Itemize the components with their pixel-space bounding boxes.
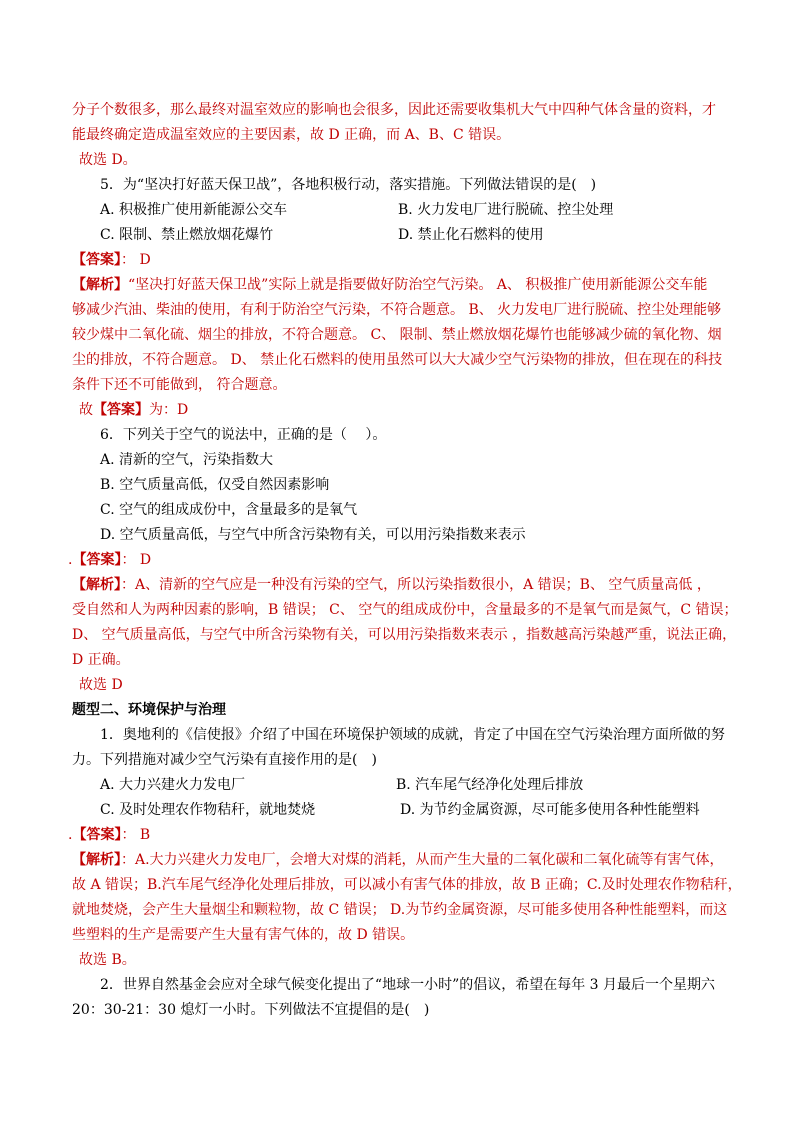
prev-analysis-line-2: 能最终确定造成温室效应的主要因素，故 D 正确，而 A、B、C 错误。: [72, 127, 511, 143]
q6-option-d: D. 空气质量高低，与空气中所含污染物有关，可以用污染指数来表示: [100, 527, 526, 543]
s2q2-stem-line-2: 20：30-21：30 熄灯一小时。下列做法不宜提倡的是( ): [72, 1002, 430, 1018]
s2q1-analysis-line-4: 些塑料的生产是需要产生大量有害气体的，故 D 错误。: [72, 927, 415, 943]
q6-analysis-line-4: D 正确。: [72, 652, 130, 668]
q6-analysis-line-2: 受自然和人为两种因素的影响，B 错误； C、 空气的组成成份中，含量最多的不是氧气而是氮气，C 错误；: [72, 602, 738, 618]
q5-answer: [72, 251, 151, 269]
q5-option-a: A. 积极推广使用新能源公交车: [100, 202, 288, 218]
q5-conclusion-prefix: 故: [79, 402, 93, 418]
q6-answer-prefix: .: [68, 552, 73, 568]
q5-stem: 5．为“坚决打好蓝天保卫战”，各地积极行动，落实措施。下列做法错误的是( ): [100, 177, 597, 193]
s2q1-analysis-text-1: ：A.大力兴建火力发电厂，会增大对煤的消耗，从而产生大量的二氧化碳和二氧化硫等有害气体，: [121, 852, 724, 868]
prev-conclusion: 故选 D。: [79, 152, 137, 168]
s2q1-option-d: D. 为节约金属资源，尽可能多使用各种性能塑料: [400, 802, 700, 818]
q5-answer-value: ： D: [121, 252, 151, 268]
s2q1-stem-line-1: 1．奥地利的《信使报》介绍了中国在环境保护领域的成就，肯定了中国在空气污染治理方面所做的努: [100, 727, 725, 743]
s2q1-answer-label: 【答案】: [72, 827, 122, 843]
q5-option-c: C. 限制、禁止燃放烟花爆竹: [100, 227, 274, 243]
q6-analysis-text-1: ：A、清新的空气应是一种没有污染的空气，所以污染指数很小，A 错误；B、 空气质量高低 ，: [121, 577, 711, 593]
q5-analysis-line-2: 够减少汽油、柴油的使用，有利于防治空气污染，不符合题意。 B、 火力发电厂进行脱硫、控尘处理能够: [72, 302, 722, 318]
q5-analysis-text-1: “坚决打好蓝天保卫战”实际上就是指要做好防治空气污染。 A、 积极推广使用新能源公交车能: [128, 277, 708, 293]
s2q1-option-a: A. 大力兴建火力发电厂: [100, 777, 246, 793]
q6-answer-value: ： D: [121, 552, 152, 568]
s2q1-conclusion: 故选 B。: [79, 952, 136, 968]
q6-analysis-label: 【解析】: [72, 577, 121, 593]
q5-conclusion: [79, 401, 188, 419]
q6-conclusion: 故选 D: [79, 677, 123, 693]
s2q1-answer-prefix: .: [68, 827, 73, 843]
s2q1-option-b: B. 汽车尾气经净化处理后排放: [396, 777, 584, 793]
q5-analysis-line-1: [72, 276, 707, 294]
q5-analysis-line-3: 较少煤中二氧化硫、烟尘的排放，不符合题意。 C、 限制、禁止燃放烟花爆竹也能够减少硫的氧化物、烟: [72, 327, 722, 343]
s2q1-answer: [68, 826, 150, 844]
q6-answer-label: 【答案】: [72, 552, 122, 568]
s2q2-stem-line-1: 2．世界自然基金会应对全球气候变化提出了“地球一小时”的倡议，希望在每年 3 月最后一个星期六: [100, 977, 716, 993]
q5-conclusion-label: 【答案】: [93, 402, 149, 418]
q5-analysis-label: 【解析】: [72, 277, 128, 293]
prev-analysis-line-1: 分子个数很多，那么最终对温室效应的影响也会很多，因此还需要收集机大气中四种气体含量的资料，才: [72, 102, 716, 118]
q6-answer: [68, 551, 151, 569]
s2q1-option-c: C. 及时处理农作物秸秆，就地焚烧: [100, 802, 316, 818]
q5-conclusion-suffix: 为：D: [149, 402, 189, 418]
q5-option-d: D. 禁止化石燃料的使用: [398, 227, 544, 243]
s2q1-analysis-line-3: 就地焚烧，会产生大量烟尘和颗粒物，故 C 错误； D.为节约金属资源，尽可能多使用各种性能塑料，而这: [72, 902, 728, 918]
q6-option-a: A. 清新的空气，污染指数大: [100, 452, 274, 468]
q6-option-b: B. 空气质量高低，仅受自然因素影响: [100, 477, 330, 493]
q6-stem: 6．下列关于空气的说法中，正确的是（ ）。: [100, 427, 387, 443]
q6-option-c: C. 空气的组成成份中，含量最多的是氧气: [100, 502, 358, 518]
q6-analysis-line-3: D、 空气质量高低，与空气中所含污染物有关，可以用污染指数来表示 ，指数越高污染越严重，说法正确，: [72, 627, 737, 643]
s2q1-analysis-label: 【解析】: [72, 852, 121, 868]
s2q1-analysis-line-1: [72, 851, 724, 869]
q5-answer-label: 【答案】: [72, 252, 121, 268]
q5-analysis-line-5: 条件下还不可能做到， 符合题意。: [72, 377, 287, 393]
q5-analysis-line-4: 尘的排放，不符合题意。 D、 禁止化石燃料的使用虽然可以大大减少空气污染物的排放，但在现在的科技: [72, 352, 723, 368]
s2q1-answer-value: ： B: [121, 827, 151, 843]
s2q1-stem-line-2: 力。下列措施对减少空气污染有直接作用的是( ): [72, 752, 377, 768]
q6-analysis-line-1: [72, 576, 711, 594]
section-heading: 题型二、环境保护与治理: [72, 702, 226, 718]
q5-option-b: B. 火力发电厂进行脱硫、控尘处理: [398, 202, 614, 218]
s2q1-analysis-line-2: 故 A 错误；B.汽车尾气经净化处理后排放，可以减小有害气体的排放，故 B 正确；C.及时处理农作物秸秆，: [72, 877, 742, 893]
